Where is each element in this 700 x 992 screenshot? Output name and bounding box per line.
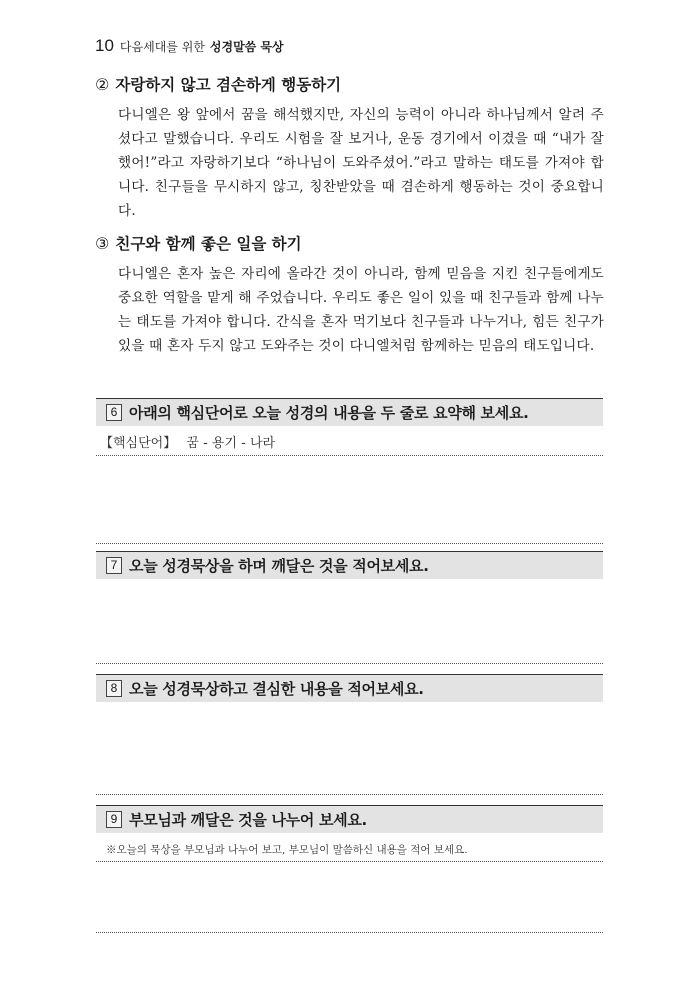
answer-line[interactable]: [96, 663, 603, 664]
question-9-header: [96, 805, 603, 833]
parent-note: ※오늘의 묵상을 부모님과 나누어 보고, 부모님이 말씀하신 내용을 적어 보세요.: [106, 844, 468, 856]
section-title: 자랑하지 않고 겸손하게 행동하기: [115, 76, 342, 94]
question-text: 오늘 성경묵상하고 결심한 내용을 적어보세요.: [129, 680, 424, 698]
section-marker: ②: [95, 74, 110, 94]
section-body-friends: 다니엘은 혼자 높은 자리에 올라간 것이 아니라, 함께 믿음을 지킨 친구들에게도 중요한 역할을 맡게 해 주었습니다. 우리도 좋은 일이 있을 때 친구들과 함께 나누는 태도를 가져야 합니다. 간식을 혼자 먹기보다 친구들과 나누거나, 힘든 친구가 있을 때 혼자 두지 않고 도와주는 것이 다니엘처럼 함께하는 믿음의 태도입니다.: [118, 266, 604, 354]
question-text: 오늘 성경묵상을 하며 깨달은 것을 적어보세요.: [129, 557, 429, 575]
question-text: 아래의 핵심단어로 오늘 성경의 내용을 두 줄로 요약해 보세요.: [129, 404, 529, 422]
section-heading-humility: [95, 73, 341, 95]
question-number-box: 9: [106, 811, 122, 828]
running-header: [95, 36, 284, 56]
section-body-humility: 다니엘은 왕 앞에서 꿈을 해석했지만, 자신의 능력이 아니라 하나님께서 알려 주셨다고 말했습니다. 우리도 시험을 잘 보거나, 운동 경기에서 이겼을 때 “내가 잘했어!”라고 자랑하기보다 “하나님이 도와주셨어.”라고 말하는 태도를 가져야 합니다. 친구들을 무시하지 않고, 칭찬받았을 때 겸손하게 행동하는 것이 중요합니다.: [118, 107, 604, 219]
question-text: 부모님과 깨달은 것을 나누어 보세요.: [129, 811, 367, 829]
answer-line[interactable]: [96, 794, 603, 795]
answer-line[interactable]: [96, 861, 603, 862]
answer-line[interactable]: [96, 543, 603, 544]
keyword-hint: [100, 432, 275, 451]
book-title: 성경말씀 묵상: [209, 40, 284, 54]
page-number: 10: [95, 36, 114, 55]
section-title: 친구와 함께 좋은 일을 하기: [115, 235, 302, 253]
question-6-header: [96, 398, 603, 426]
keyword-list: 꿈 - 용기 - 나라: [186, 436, 276, 451]
question-8-header: [96, 674, 603, 702]
answer-line[interactable]: [96, 932, 603, 933]
question-number-box: 7: [106, 557, 122, 574]
section-heading-friends: [95, 232, 302, 254]
answer-line[interactable]: [96, 455, 603, 456]
question-number-box: 8: [106, 680, 122, 697]
question-number-box: 6: [106, 404, 122, 421]
keyword-label: 【핵심단어】: [100, 436, 177, 451]
question-7-header: [96, 551, 603, 579]
book-subtitle: 다음세대를 위한: [119, 40, 205, 54]
section-marker: ③: [95, 233, 110, 253]
